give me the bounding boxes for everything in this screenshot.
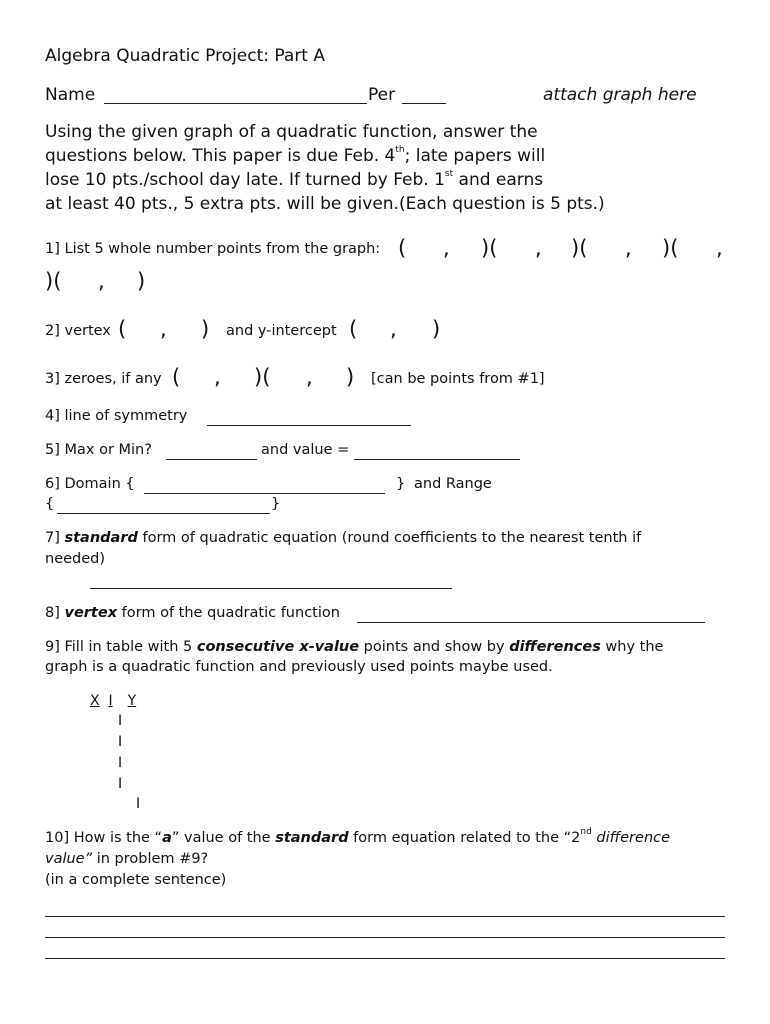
table-row: I <box>136 796 141 812</box>
q4-answer-blank[interactable] <box>207 425 411 426</box>
intro-sup-th: th <box>395 145 405 156</box>
q9-differences-word: differences <box>509 639 601 655</box>
table-y-header: Y <box>127 693 137 709</box>
q9-rest: why the <box>600 639 664 655</box>
q7-standard-word: standard <box>64 530 138 546</box>
table-x-header: X <box>90 693 100 709</box>
q8-vertex-word: vertex <box>64 605 118 621</box>
q1-paren: ( <box>398 236 407 260</box>
q7-line-1 <box>45 530 641 546</box>
intro-sup-st: st <box>444 169 454 180</box>
q1-comma: , <box>98 269 105 293</box>
q1-comma: , <box>443 236 450 260</box>
q8-answer-blank[interactable] <box>357 622 705 623</box>
q2-yint-label: and y-intercept <box>226 323 337 339</box>
intro-line-1: Using the given graph of a quadratic function, answer the <box>45 122 538 142</box>
q9-consecutive-word: consecutive x-value <box>196 639 360 655</box>
q5-value-blank[interactable] <box>354 459 520 460</box>
page-title: Algebra Quadratic Project: Part A <box>45 46 326 66</box>
intro-line-3 <box>45 170 543 190</box>
q4-label: 4] line of symmetry <box>45 408 188 424</box>
q2-paren: ) <box>201 317 210 341</box>
q6-range-label: and Range <box>414 476 492 492</box>
q6-domain-blank[interactable] <box>144 493 385 494</box>
q10-answer-line-2[interactable] <box>45 937 725 938</box>
q2-comma: , <box>160 317 167 341</box>
q10-answer-line-3[interactable] <box>45 958 725 959</box>
q10-line-2 <box>45 851 208 867</box>
name-blank[interactable] <box>104 103 367 104</box>
per-label: Per <box>368 85 396 105</box>
table-row: I <box>118 755 123 771</box>
period-blank[interactable] <box>402 103 446 104</box>
q2-paren: ) <box>432 317 441 341</box>
table-divider: I <box>108 693 113 709</box>
q10-a-word: a <box>162 830 172 846</box>
q10-p3: form equation related to the “2 <box>348 830 581 846</box>
q10-p1: 10] How is the “ <box>45 830 163 846</box>
q7-prefix: 7] <box>45 530 65 546</box>
attach-graph-note: attach graph here <box>543 85 697 105</box>
q10-p4: in problem #9? <box>92 851 209 867</box>
q6-range-close: } <box>271 496 281 512</box>
q2-paren: ( <box>118 317 127 341</box>
q1-comma: , <box>625 236 632 260</box>
q5-label: 5] Max or Min? <box>45 442 152 458</box>
q2-comma: , <box>390 317 397 341</box>
q10-value-word: value” <box>45 851 93 867</box>
q1-paren: )( <box>45 269 62 293</box>
table-row: I <box>118 776 123 792</box>
table-header <box>90 693 136 709</box>
intro-line-2-text: questions below. This paper is due Feb. 4 <box>45 146 396 166</box>
q3-note: [can be points from #1] <box>371 371 545 387</box>
q10-line-3: (in a complete sentence) <box>45 872 227 888</box>
q9-prefix: 9] Fill in table with 5 <box>45 639 197 655</box>
q10-p2: ” value of the <box>171 830 276 846</box>
q1-comma: , <box>535 236 542 260</box>
q3-paren: ) <box>346 365 355 389</box>
q10-line-1 <box>45 827 671 846</box>
q8-prefix: 8] <box>45 605 65 621</box>
name-label: Name <box>45 85 96 105</box>
q9-line-2: graph is a quadratic function and previously used points maybe used. <box>45 659 553 675</box>
q3-comma: , <box>214 365 221 389</box>
q7-rest: form of quadratic equation (round coefficients to the nearest tenth if <box>137 530 642 546</box>
q10-difference-word: difference <box>591 830 671 846</box>
intro-line-2 <box>45 146 545 166</box>
q10-sup-nd: nd <box>580 827 592 838</box>
intro-line-2-end: ; late papers will <box>404 146 546 166</box>
q6-range-blank[interactable] <box>57 513 270 514</box>
q8-label <box>45 605 340 621</box>
q9-line-1 <box>45 639 663 655</box>
q7-answer-blank[interactable] <box>90 588 452 589</box>
intro-line-3-text: lose 10 pts./school day late. If turned by Feb. 1 <box>45 170 445 190</box>
q3-paren: ( <box>172 365 181 389</box>
q5-value-label: and value = <box>261 442 350 458</box>
q1-paren: )( <box>481 236 498 260</box>
q5-maxmin-blank[interactable] <box>166 459 257 460</box>
q1-paren: )( <box>571 236 588 260</box>
q9-mid: points and show by <box>359 639 510 655</box>
intro-line-3-end: and earns <box>453 170 544 190</box>
table-row: I <box>118 734 123 750</box>
q6-domain-close: } <box>396 476 406 492</box>
intro-line-4: at least 40 pts., 5 extra pts. will be given.(Each question is 5 pts.) <box>45 194 605 214</box>
table-row: I <box>118 713 123 729</box>
q2-paren: ( <box>349 317 358 341</box>
q2-vertex-label: 2] vertex <box>45 323 111 339</box>
q3-paren: )( <box>254 365 271 389</box>
q1-paren: ) <box>137 269 146 293</box>
q8-rest: form of the quadratic function <box>117 605 340 621</box>
q10-answer-line-1[interactable] <box>45 916 725 917</box>
q6-range-open: { <box>45 496 55 512</box>
q6-domain-label: 6] Domain { <box>45 476 135 492</box>
q1-text: 1] List 5 whole number points from the graph: <box>45 241 381 257</box>
q1-comma: , <box>716 236 723 260</box>
q10-standard-word: standard <box>275 830 349 846</box>
q1-paren: )( <box>662 236 679 260</box>
q3-label: 3] zeroes, if any <box>45 371 162 387</box>
q7-line-2: needed) <box>45 551 106 567</box>
q3-comma: , <box>306 365 313 389</box>
